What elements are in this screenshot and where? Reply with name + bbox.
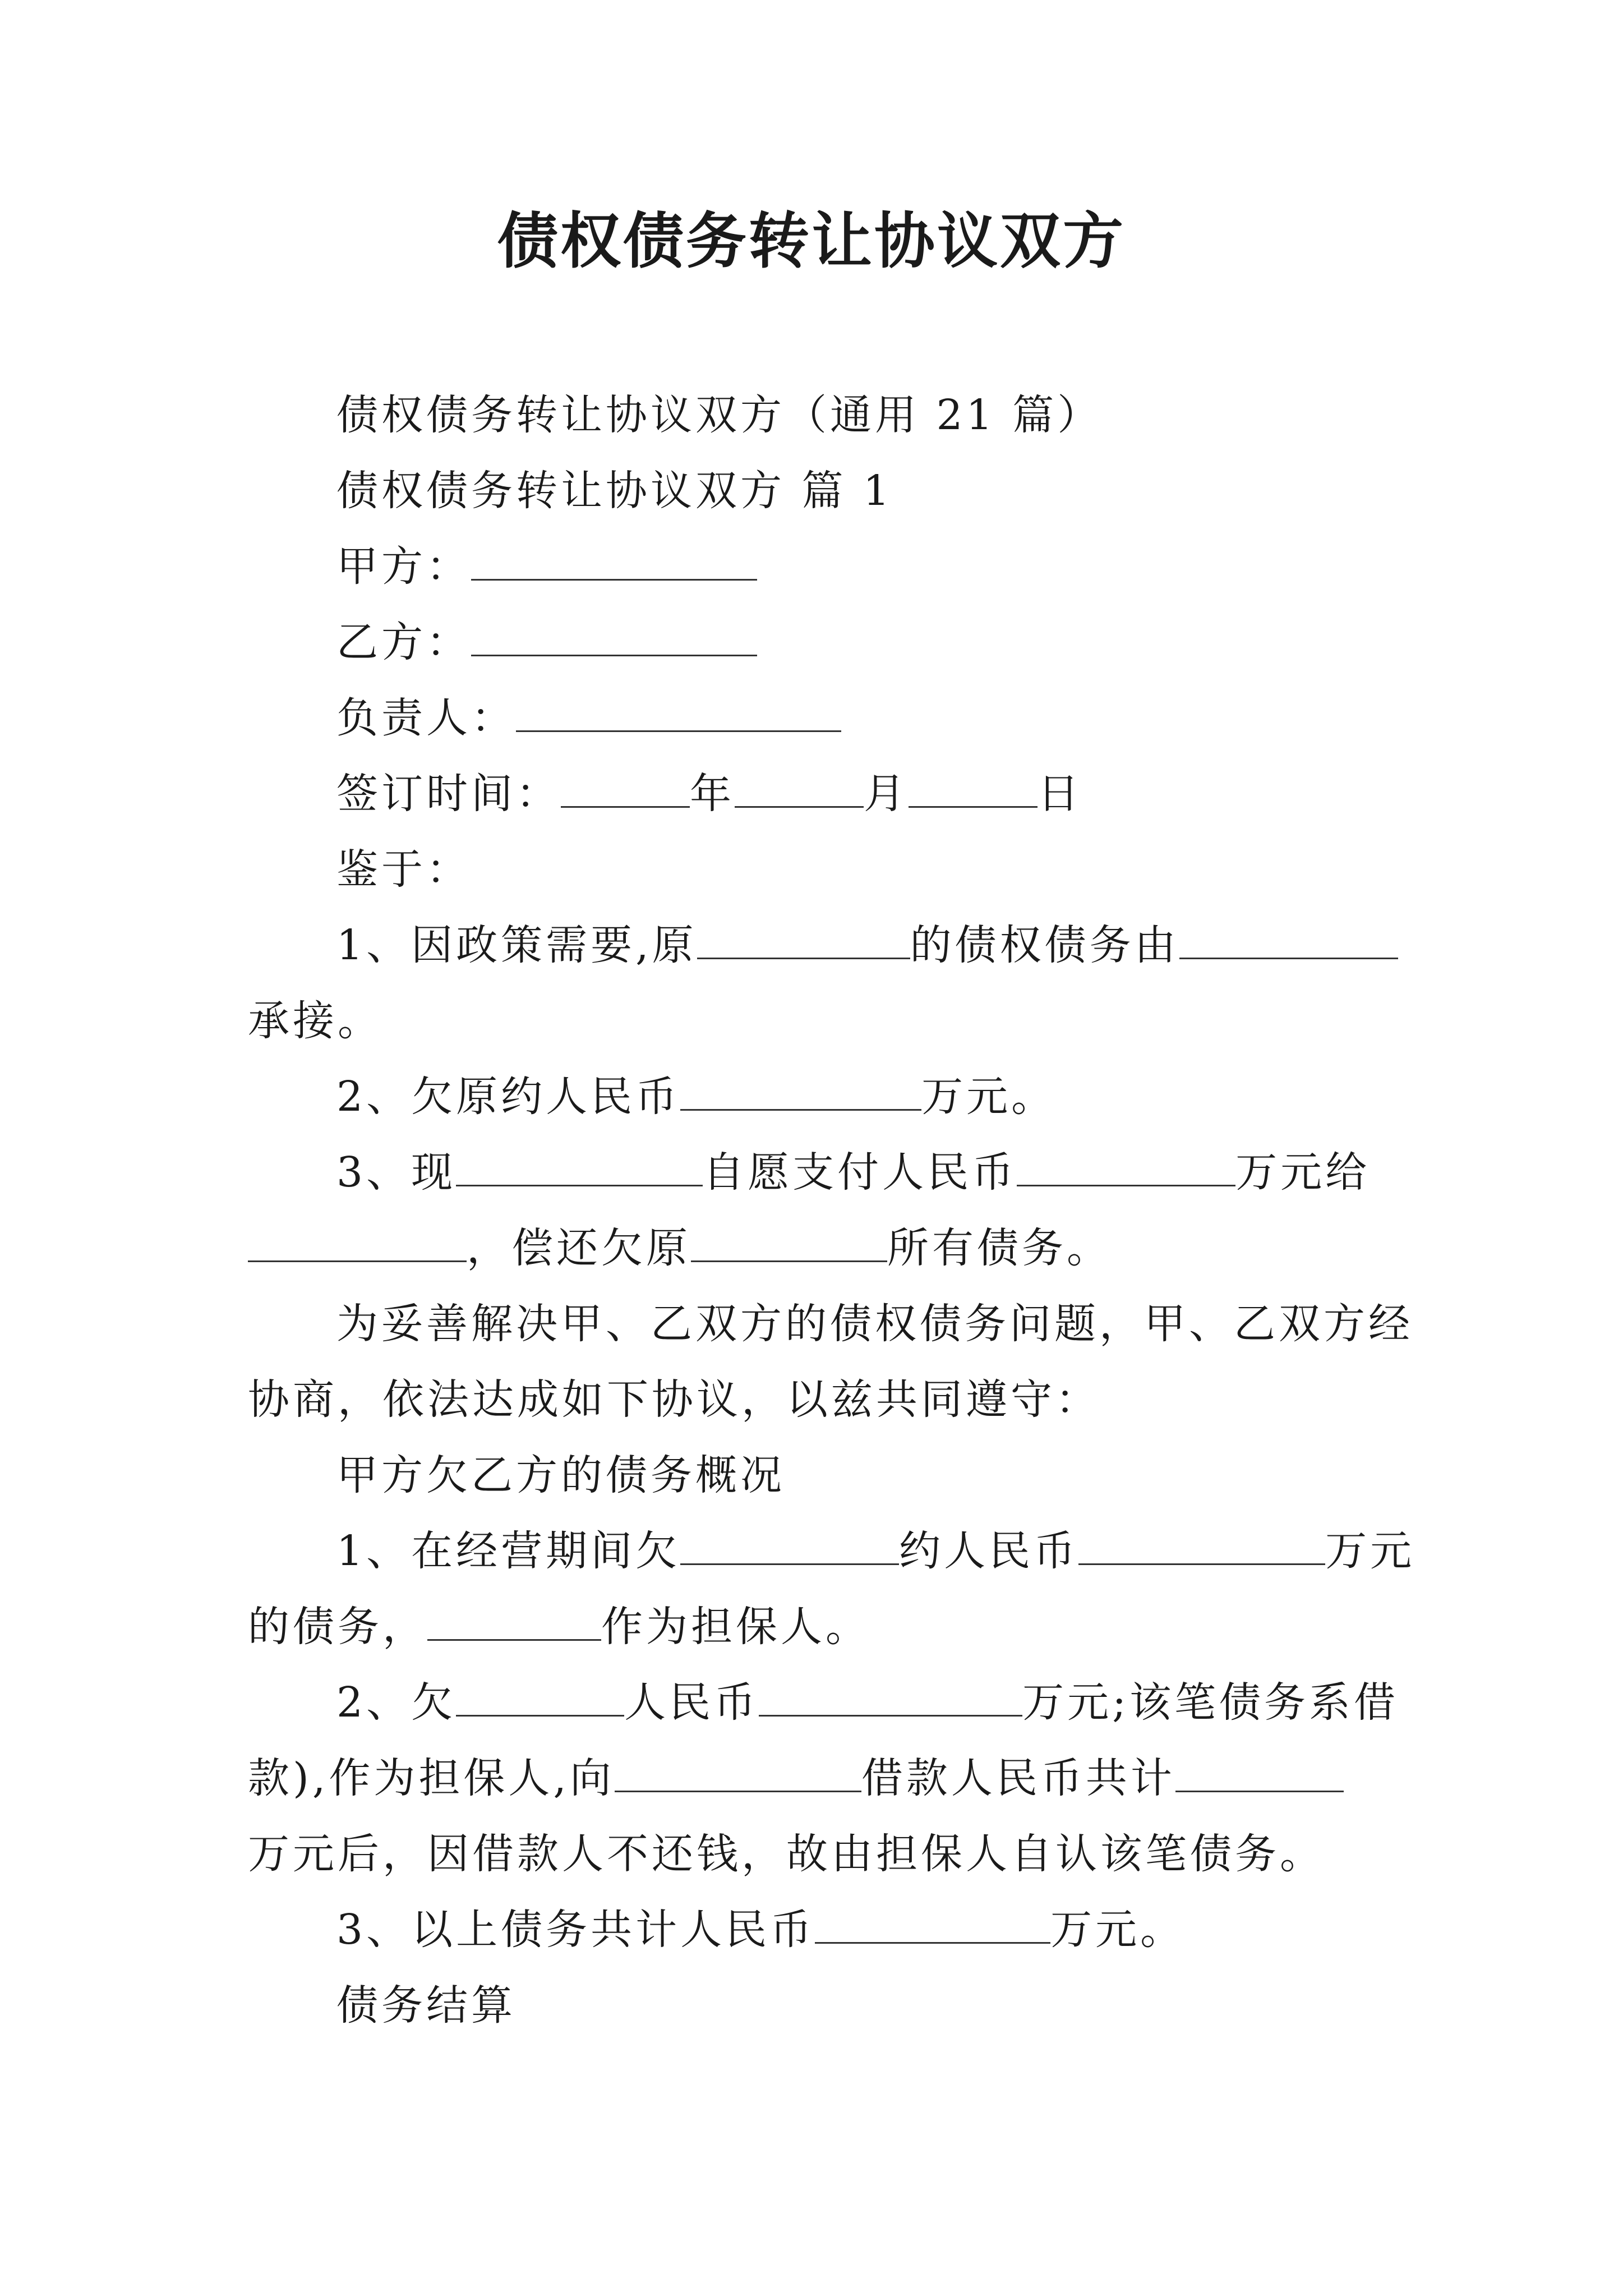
text: 月 bbox=[864, 770, 909, 818]
text: 所有债务。 bbox=[887, 1224, 1112, 1272]
text: 2、欠原约人民币 bbox=[336, 1073, 681, 1121]
text: 债权债务转让协议双方 篇 1 bbox=[336, 467, 893, 515]
party-a-line bbox=[336, 539, 757, 595]
text: 年 bbox=[690, 770, 735, 818]
signing-date-line bbox=[336, 766, 1082, 822]
text: 万元 bbox=[1325, 1527, 1415, 1575]
blank-field bbox=[1078, 1523, 1325, 1565]
blank-field bbox=[697, 917, 910, 959]
label: 签订时间： bbox=[336, 770, 561, 818]
blank-field bbox=[456, 1144, 703, 1186]
text: 2、欠 bbox=[336, 1678, 457, 1727]
text: 款),作为担保人,向 bbox=[248, 1754, 615, 1802]
text: 人民币 bbox=[624, 1678, 759, 1727]
blank-field bbox=[1017, 1144, 1235, 1186]
blank-field bbox=[1179, 917, 1398, 959]
text: 鉴于： bbox=[336, 845, 471, 894]
blank-field bbox=[248, 1220, 467, 1262]
paragraph-line bbox=[336, 1069, 1056, 1125]
text: ，偿还欠原 bbox=[467, 1224, 691, 1272]
paragraph-line bbox=[248, 1826, 1325, 1882]
text: 万元。 bbox=[1050, 1906, 1186, 1954]
blank-field bbox=[691, 1220, 887, 1262]
blank-field bbox=[735, 766, 864, 808]
text: 债务结算 bbox=[336, 1981, 516, 2030]
text: 1、在经营期间欠 bbox=[336, 1527, 681, 1575]
blank-field bbox=[516, 690, 841, 732]
whereas-line bbox=[336, 841, 471, 898]
responsible-person-line bbox=[336, 690, 841, 746]
section-heading bbox=[336, 1447, 785, 1503]
blank-field bbox=[815, 1902, 1050, 1944]
paragraph-line bbox=[248, 993, 382, 1049]
section-heading bbox=[336, 463, 893, 519]
blank-field bbox=[909, 766, 1038, 808]
text: 万元。 bbox=[921, 1073, 1057, 1121]
blank-field bbox=[471, 539, 757, 581]
text: 万元给 bbox=[1235, 1148, 1371, 1197]
paragraph-line bbox=[336, 1144, 1370, 1200]
blank-field bbox=[759, 1674, 1022, 1717]
paragraph-line bbox=[336, 1902, 1185, 1958]
text: 为妥善解决甲、乙双方的债权债务问题，甲、乙双方经 bbox=[336, 1300, 1413, 1348]
text: 日 bbox=[1038, 770, 1082, 818]
text: 的债权债务由 bbox=[910, 921, 1179, 969]
paragraph-line bbox=[248, 1750, 1344, 1806]
subtitle-line bbox=[336, 387, 1102, 443]
blank-field bbox=[1175, 1750, 1344, 1792]
blank-field bbox=[456, 1674, 624, 1717]
blank-field bbox=[561, 766, 690, 808]
blank-field bbox=[680, 1523, 899, 1565]
paragraph-line bbox=[336, 917, 1398, 973]
text: 作为担保人。 bbox=[601, 1603, 870, 1651]
paragraph-line bbox=[248, 1599, 870, 1655]
text: 3、以上债务共计人民币 bbox=[336, 1906, 815, 1954]
text: 协商，依法达成如下协议，以兹共同遵守： bbox=[248, 1375, 1100, 1424]
blank-field bbox=[427, 1599, 601, 1641]
text: 借款人民币共计 bbox=[861, 1754, 1175, 1802]
blank-field bbox=[471, 614, 757, 656]
label: 甲方： bbox=[336, 542, 471, 591]
paragraph-line bbox=[248, 1372, 1100, 1428]
text: 3、现 bbox=[336, 1148, 457, 1197]
text: 甲方欠乙方的债务概况 bbox=[336, 1451, 785, 1499]
paragraph-line bbox=[336, 1674, 1399, 1731]
text: 债权债务转让协议双方（通用 21 篇） bbox=[336, 391, 1103, 439]
text: 承接。 bbox=[248, 997, 382, 1045]
party-b-line bbox=[336, 614, 757, 670]
label: 乙方： bbox=[336, 618, 471, 666]
text: 万元后，因借款人不还钱，故由担保人自认该笔债务。 bbox=[248, 1830, 1325, 1878]
blank-field bbox=[680, 1069, 921, 1111]
text: 万元;该笔债务系借 bbox=[1022, 1678, 1399, 1727]
text: 约人民币 bbox=[899, 1527, 1079, 1575]
blank-field bbox=[615, 1750, 861, 1792]
document-title: 债权债务转让协议双方 bbox=[497, 206, 1126, 277]
paragraph-line bbox=[336, 1523, 1415, 1579]
text: 自愿支付人民币 bbox=[703, 1148, 1017, 1197]
text: 1、因政策需要,原 bbox=[336, 921, 697, 969]
section-heading bbox=[336, 1977, 516, 2033]
label: 负责人： bbox=[336, 694, 516, 742]
text: 的债务， bbox=[248, 1603, 427, 1651]
paragraph-line bbox=[248, 1220, 1112, 1276]
paragraph-line bbox=[336, 1296, 1413, 1352]
